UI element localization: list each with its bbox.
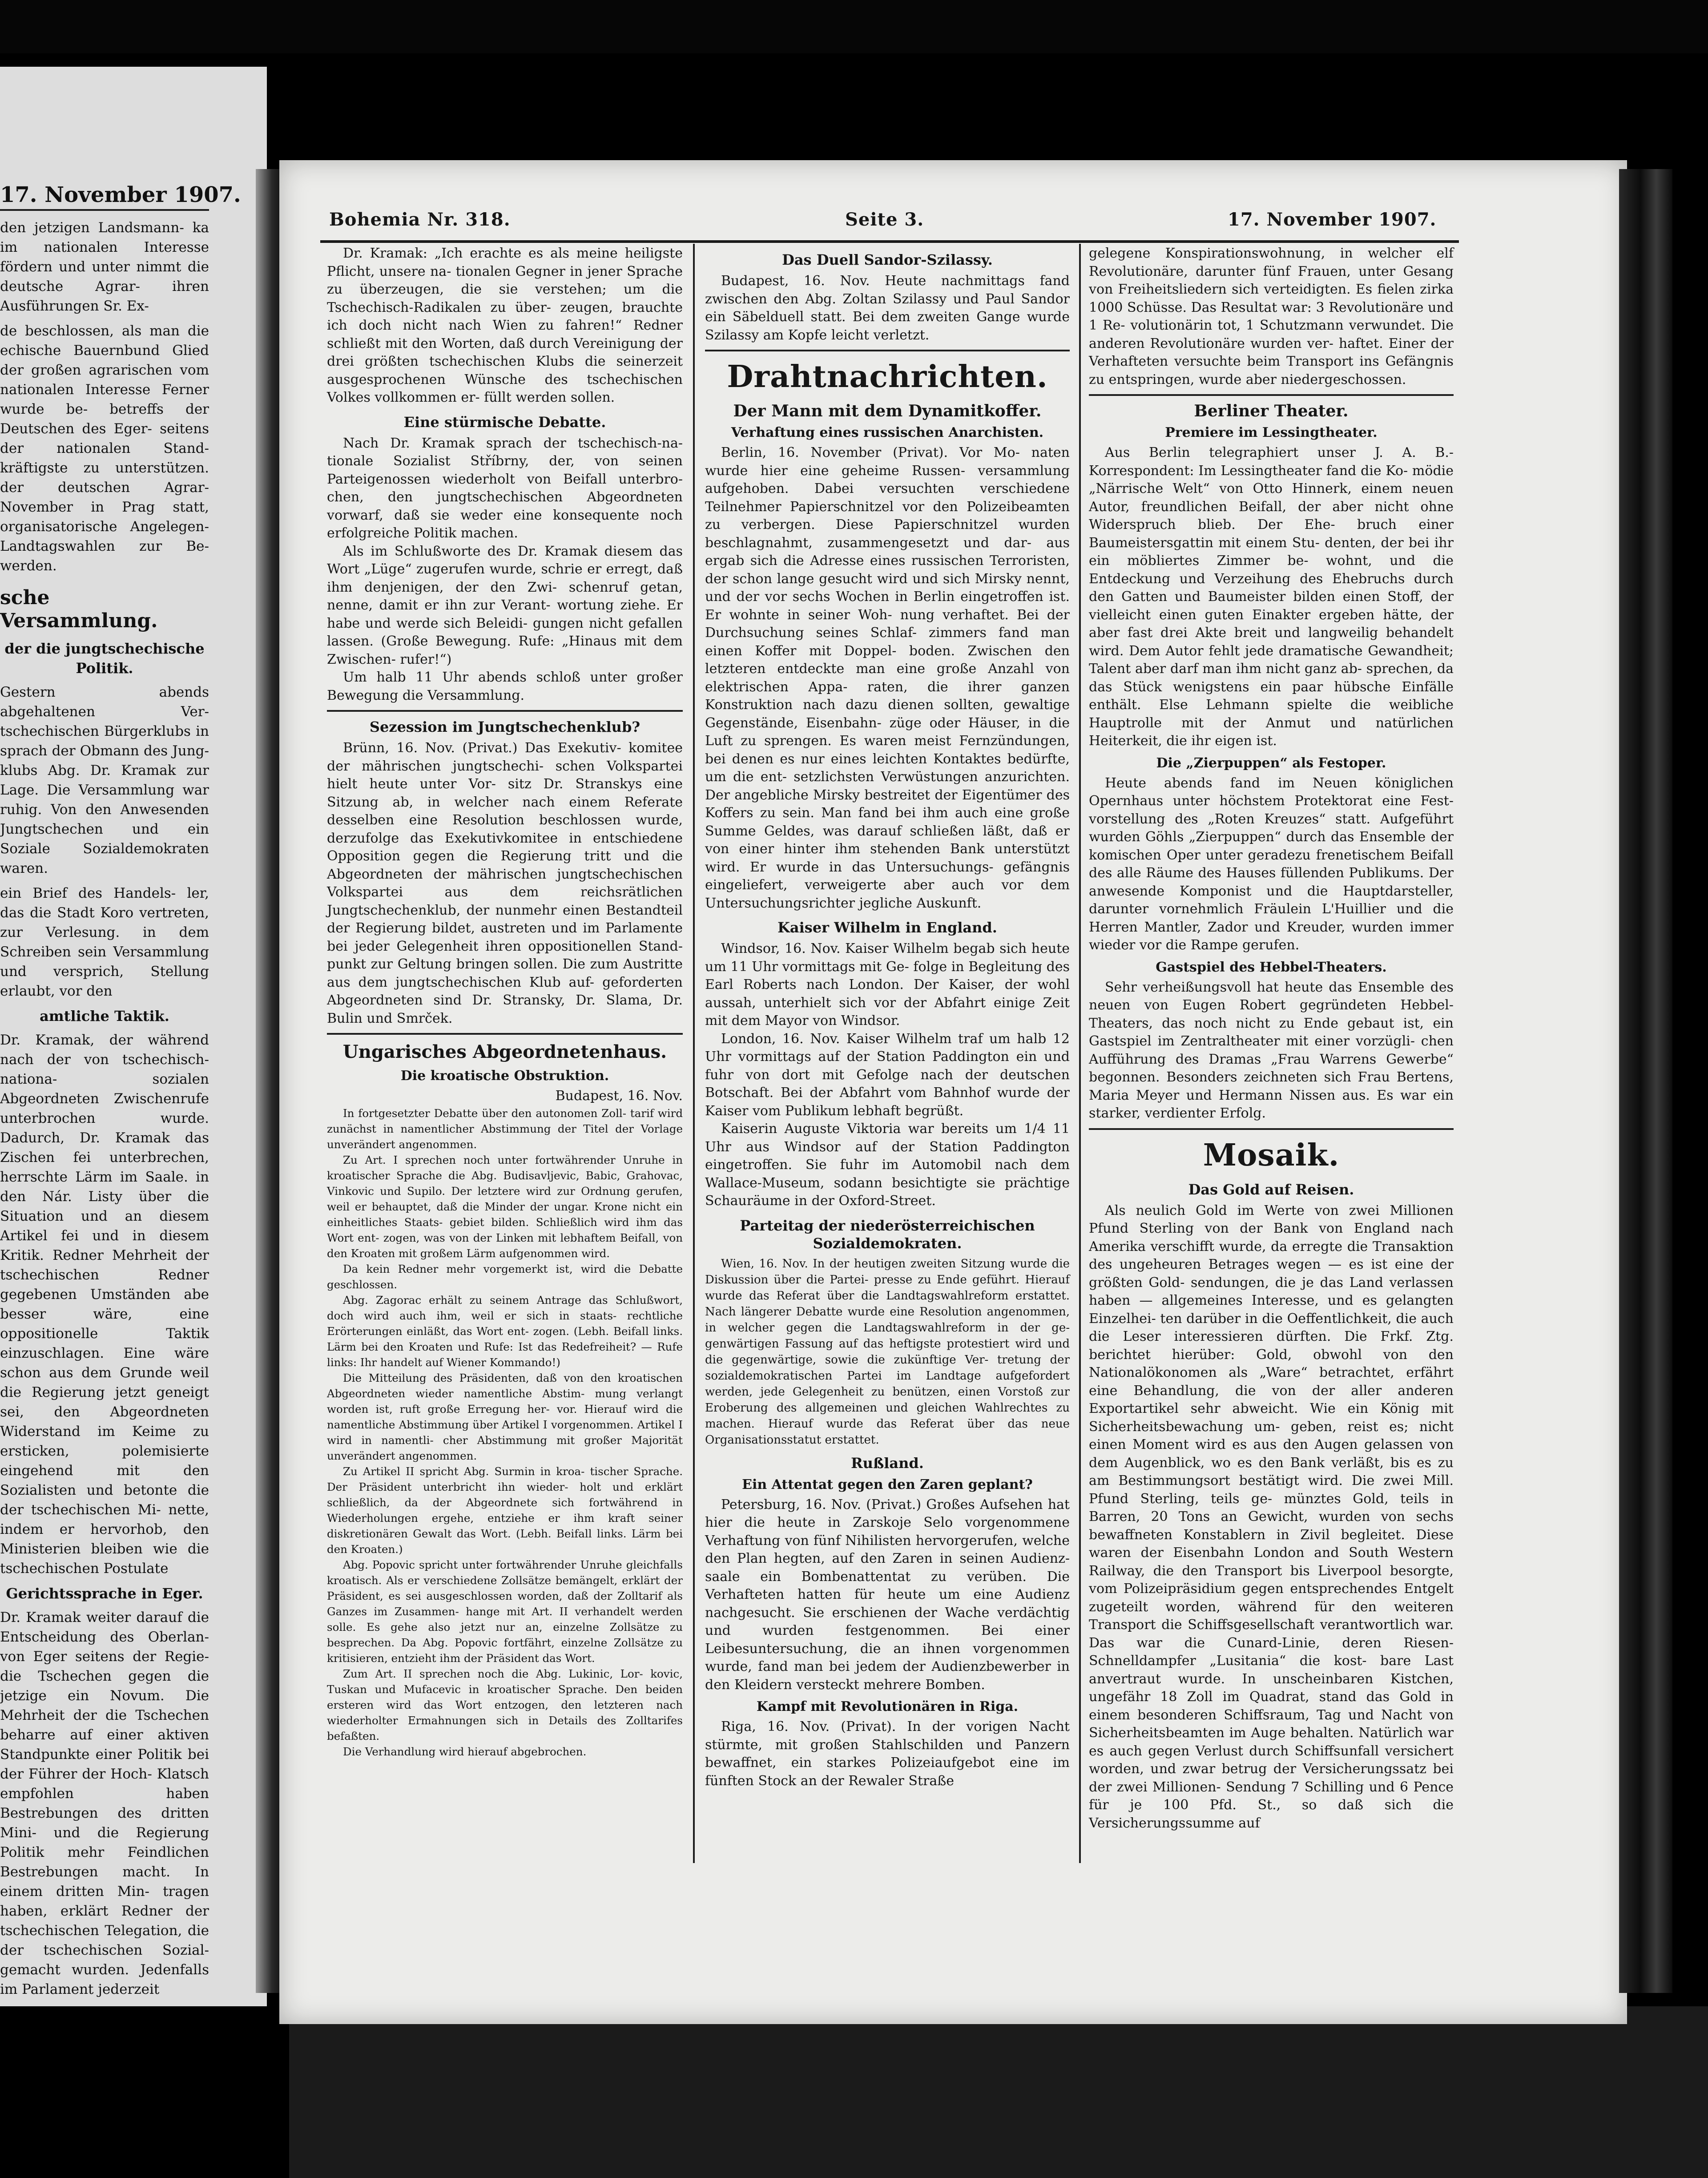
section-rule — [327, 710, 683, 712]
article-paragraph: Petersburg, 16. Nov. (Privat.) Großes Aufsehen hat hier die heute in Zarskoje Selo vorgenommene Verhaftung von fünf Nihilisten hervorgerufen, welche den Plan hegten, auf den Zaren in seinen Audienz- saale ein Bombenattentat zu verüben. Die Verhafteten hatten für heute um eine Audienz nachgesucht. Sie erschienen der Wache verdächtig und wurden festgenommen. Bei einer Leibesuntersuchung, die an ihnen vorgenommen wurde, fand man bei jedem der Audienzbewerber in den Kleidern versteckt mehrere Bomben. — [705, 1496, 1070, 1693]
article-paragraph: Budapest, 16. Nov. Heute nachmittags fand zwischen den Abg. Zoltan Szilassy und Paul Sandor ein Säbelduell statt. Bei dem zweiten Gange wurde Szilassy am Kopfe leicht verletzt. — [705, 273, 1070, 343]
book-gutter — [256, 169, 282, 1993]
section-heading: Rußland. — [851, 1454, 924, 1472]
article-paragraph: Um halb 11 Uhr abends schloß unter großer Bewegung die Versammlung. — [327, 670, 683, 703]
article-paragraph: Riga, 16. Nov. (Privat). In der vorigen Nacht stürmte, mit großen Stahlschilden und Panzern bewaffnet, ein starkes Polizeiaufgebot eine im fünften Stock an der Rewaler Straße — [705, 1719, 1070, 1789]
left-page-column — [0, 218, 209, 2005]
left-paragraph: den jetzigen Landsmann- ka im nationalen Interesse fördern und unter nimmt die deutsche Agrar- ihren Ausführungen Sr. Ex- — [0, 220, 209, 314]
column-2 — [705, 245, 1070, 1790]
article-paragraph: London, 16. Nov. Kaiser Wilhelm traf um halb 12 Uhr vormittags auf der Station Paddington ein und fuhr von dort mit Gefolge nach der deutschen Botschaft. Bei der Abfahrt vom Bahnhof wurde der Kaiser vom Publikum lebhaft begrüßt. — [705, 1031, 1070, 1119]
book-spine — [1619, 169, 1672, 1993]
scan-background — [289, 2006, 1708, 2178]
article-paragraph: Zum Art. II sprechen noch die Abg. Lukinic, Lor- kovic, Tuskan und Mufacevic in kroatischer Sprache. Den beiden ersteren wird das Wort entzogen, den letzteren nach wiederholter Ermahnungen sich in Details des Zolltarifes befaßten. — [327, 1667, 683, 1742]
article-paragraph: Abg. Zagorac erhält zu seinem Antrage das Schlußwort, doch wird auch ihm, weil er sich in staats- rechtliche Erörterungen einläßt, das Wort ent- zogen. (Lebh. Beifall links. Lärm bei den Kroaten und Rufe: Ist das Redefreiheit? — Rufe links: Ihr handelt auf Wiener Kommando!) — [327, 1293, 683, 1369]
section-heading: Kaiser Wilhelm in England. — [777, 919, 997, 936]
left-paragraph: Dr. Kramak, der während nach der von tschechisch-nationa- sozialen Abgeordneten Zwischenrufe unterbrochen wurde. Dadurch, Dr. Kramak das Zischen fei unterbrechen, herrschte Lärm im Saale. in den Nár. Listy über die Situation und an diesem Artikel fei und in diesem Kritik. Redner Mehrheit der tschechischen Redner gegebenen Umständen abe besser wäre, eine oppositionelle Taktik einzuschlagen. Eine wäre schon aus dem Grunde weil die Regierung jetzt geneigt sei, den Abgeordneten Widerstand im Keime zu ersticken, polemisierte eingehend mit den Sozialisten und betonte die der tschechischen Mi- nette, indem er hervorhob, den Ministerien bleiben wie die tschechischen Postulate — [0, 1032, 209, 1577]
subsection-heading: Die „Zierpuppen“ als Festoper. — [1156, 755, 1386, 771]
left-page-header: 17. November 1907. — [0, 182, 241, 207]
section-title: Mosaik. — [1203, 1137, 1340, 1173]
left-subheading: amtliche Taktik. — [40, 1008, 169, 1024]
article-paragraph: Zu Artikel II spricht Abg. Surmin in kroa- tischer Sprache. Der Präsident unterbricht ihn wieder- holt und erklärt schließlich, da der Abgeordnete sich fortwährend in Wiederholungen ergehe, entziehe er ihm kraft seiner diskretionären Gewalt das Wort. (Lebh. Beifall links. Lärm bei den Kroaten.) — [327, 1464, 683, 1556]
section-heading: Parteitag der niederösterreichischen Sozialdemokraten. — [740, 1217, 1035, 1252]
left-subheading: der die jungtschechische Politik. — [4, 640, 205, 677]
article-paragraph: Sehr verheißungsvoll hat heute das Ensemble des neuen von Eugen Robert gegründeten Hebbel- Theaters, das noch nicht zu Ende gebaut ist, ein Gastspiel im Zentraltheater mit einer vorzügli- chen Aufführung des Dramas „Frau Warrens Gewerbe“ begonnen. Besonders zeichneten sich Frau Bertens, Maria Meyer und Hermann Nissen aus. Es war ein starker, verdienter Erfolg. — [1089, 979, 1454, 1121]
section-heading: Eine stürmische Debatte. — [403, 413, 606, 431]
article-paragraph: Windsor, 16. Nov. Kaiser Wilhelm begab sich heute um 11 Uhr vormittags mit Ge- folge in Begleitung des Earl Roberts nach London. Der Kaiser, der wohl aussah, unterhielt sich vor der Abfahrt einige Zeit mit dem Mayor von Windsor. — [705, 941, 1070, 1028]
left-paragraph: Dr. Kramak weiter darauf die Entscheidung des Oberlan- von Eger seitens der Regie- die Tschechen gegen die jetzige ein Novum. Die Mehrheit der die Tschechen beharre auf einer aktiven Standpunkte einer Politik bei der Führer der Hoch- Klatsch empfohlen haben Bestrebungen des dritten Mini- und die Regierung Politik mehr Feindlichen Bestrebungen macht. In einem dritten Min- tragen haben, erklärt Redner der tschechischen Telegation, die der tschechischen Sozial- gemacht wurden. Jedenfalls im Parlament jederzeit — [0, 1609, 209, 1997]
article-paragraph: gelegene Konspirationswohnung, in welcher elf Revolutionäre, darunter fünf Frauen, unter Gesang von Freiheitsliedern sich verteidigten. Es fielen zirka 1000 Schüsse. Das Resultat war: 3 Revolutionäre und 1 Re- volutionärin tot, 1 Schutzmann verwundet. Die anderen Revolutionäre wurden ver- haftet. Einer der Verhafteten versuchte beim Transport ins Gefängnis zu entspringen, wurde aber niedergeschossen. — [1089, 246, 1454, 387]
left-paragraph: de beschlossen, als man die echische Bauernbund Glied der großen agrarischen vom nationalen Interesse Ferner wurde be- betreffs der Deutschen des Eger- seitens der nationalen Stand- kräftigste zu unterstützen. der deutschen Agrar- November in Prag statt, organisatorische Angelegen- Landtagswahlen zur Be- werden. — [0, 323, 209, 574]
left-page — [0, 67, 267, 2006]
section-rule — [1089, 394, 1454, 396]
column-divider — [1079, 244, 1081, 1863]
left-paragraph: ein Brief des Handels- ler, das die Stadt Koro vertreten, zur Verlesung. in dem Schreiben sein Versammlung und versprich, Stellung erlaubt, vor den — [0, 885, 209, 999]
section-heading: Sezession im Jungtschechenklub? — [369, 718, 640, 735]
article-paragraph: Als neulich Gold im Werte von zwei Millionen Pfund Sterling von der Bank von England nach Amerika verschifft wurde, da erregte die Transaktion des ungeheuren Betrages wegen — es ist eine der größten Gold- sendungen, die je das Land verlassen haben — allgemeines Interesse, und es gelangten Einzelhei- ten darüber in die Oeffentlichkeit, die auch die Leser interessieren dürften. Die Frkf. Ztg. berichtet hierüber: Gold, obwohl von den Nationalökonomen als „Ware“ betrachtet, erfährt eine Behandlung, die von der aller anderen Exportartikel sehr abweicht. Wie ein König mit Sicherheitsbewachung um- geben, reist es; nicht einen Moment wird es aus den Augen gelassen von dem Augenblick, wo es den Bank verläßt, bis es zu am Bestimmungsort bestätigt wird. Die zwei Mill. Pfund Sterling, teils ge- münztes Gold, teils in Barren, 20 Tons an Gewicht, wurden von sechs bewaffneten Konstablern in Zivil begleitet. Diese waren der Eisenbahn London and South Western Railway, die den Transport bis Liverpool besorgte, vom Polizeipräsidium gegen entsprechendes Entgelt zugeteilt worden, während für den weiteren Transport die Schiffsgesellschaft verantwortlich war. Das war die Cunard-Linie, deren Riesen-Schnelldampfer „Lusitania“ die kost- bare Last anvertraut wurde. In unscheinbaren Kistchen, ungefähr 18 Zoll im Quadrat, stand das Gold in einem besonderen Schiffsraum, Tag und Nacht von Sicherheitsbeamten im Auge behalten. Natürlich war es auch gegen Verlust durch Schiffsunfall versichert worden, und zwar betrug der Versicherungssatz bei der zwei Millionen- Sendung 7 Schilling und 6 Pence für je 100 Pfd. St., so daß sich die Versicherungssumme auf — [1089, 1202, 1454, 1831]
article-paragraph: Dr. Kramak: „Ich erachte es als meine heiligste Pflicht, unsere na- tionalen Gegner in jener Sprache zu überzeugen, die sie verstehen; um die Tschechisch-Radikalen zu über- zeugen, brauchte ich doch nicht nach Wien zu fahren!“ Redner schließt mit den Worten, daß durch Vereinigung der drei größten tschechischen Klubs die seinerzeit ausgesprochenen Wünsche des tschechischen Volkes vollkommen er- füllt werden sollen. — [327, 246, 683, 405]
film-border-top — [0, 0, 1708, 53]
section-heading: Der Mann mit dem Dynamitkoffer. — [733, 402, 1042, 420]
section-heading: Ungarisches Abgeordnetenhaus. — [342, 1041, 667, 1062]
article-paragraph: Abg. Popovic spricht unter fortwährender Unruhe gleichfalls kroatisch. Als er verschiedene Zollsätze bemängelt, erklärt der Präsident, es sei ausgeschlossen worden, daß der Zolltarif als Ganzes im Zusammen- hange mit Art. II verhandelt werden solle. Es gehe also jetzt nur an, einzelne Zollsätze zu besprechen. Da Abg. Popovic fortfährt, einzelne Zollsätze zu kritisieren, entzieht ihm der Präsident das Wort. — [327, 1558, 683, 1665]
article-paragraph: Berlin, 16. November (Privat). Vor Mo- naten wurde hier eine geheime Russen- versammlung aufgehoben. Dabei versuchten verschiedene Teilnehmer Papierschnitzel vor den Polizeibeamten zu verbergen. Diese Papierschnitzel wurden beschlagnahmt, zusammengesetzt und dar- aus ergab sich die Adresse eines russischen Terroristen, der schon lange gesucht wird und sich Mirsky nennt, und der vor sechs Wochen in Berlin eingetroffen ist. Er wohnte in seiner Woh- nung verhaftet. Bei der Durchsuchung seines Schlaf- zimmers fand man einen Koffer mit Doppel- boden. Zwischen den letzteren entdeckte man eine große Anzahl von elektrischen Appa- raten, die ihrer ganzen Konstruktion nach dazu dienen sollten, gewaltige Gegenstände, Eisenbahn- züge oder Häuser, in die Luft zu sprengen. Es waren meist Fernzündungen, bei denen es nur eines leichten Kontaktes bedürfte, um die ent- setzlichsten Verwüstungen anzurichten. Der angebliche Mirsky bestreitet der Eigentümer des Koffers zu sein. Man fand bei ihm auch eine große Summe Geldes, was darauf schließen läßt, daß er von einer hinter ihm stehenden Bank unterstützt wird. Er wurde in das Untersuchungs- gefängnis eingeliefert, verweigerte aber auch vor dem Untersuchungsrichter jegliche Auskunft. — [705, 445, 1070, 911]
header-rule — [320, 240, 1459, 243]
article-paragraph: Die Mitteilung des Präsidenten, daß von den kroatischen Abgeordneten wieder namentliche Abstim- mung verlangt worden ist, ruft große Erregung her- vor. Hierauf wird die namentliche Abstimmung über Artikel I vorgenommen. Artikel I wird in namentli- cher Abstimmung mit großer Majorität unverändert angenommen. — [327, 1371, 683, 1462]
article-paragraph: Nach Dr. Kramak sprach der tschechisch-na- tionale Sozialist Stříbrny, der, von seinen Parteigenossen wiederholt von Beifall unterbro- chen, den jungtschechischen Abgeordneten vorwarf, daß sie weder eine konsequente noch erfolgreiche Politik machen. — [327, 435, 683, 541]
section-heading: Das Duell Sandor-Szilassy. — [782, 251, 993, 268]
article-paragraph: Als im Schlußworte des Dr. Kramak diesem das Wort „Lüge“ zugerufen wurde, schrie er erregt, daß ihm denjenigen, der den Zwi- schenruf getan, nenne, damit er ihn zur Verant- wortung ziehe. Er habe und werde sich Beleidi- gungen nicht gefallen lassen. (Große Bewegung. Rufe: „Hinaus mit dem Zwischen- rufer!“) — [327, 543, 683, 667]
section-rule — [327, 1033, 683, 1035]
left-subheading: Gerichtssprache in Eger. — [6, 1585, 203, 1602]
column-divider — [693, 244, 695, 1863]
section-heading: Berliner Theater. — [1194, 402, 1349, 420]
left-paragraph: Gestern abends abgehaltenen Ver- tschechischen Bürgerklubs in sprach der Obmann des Jung- klubs Abg. Dr. Kramak zur Lage. Die Versammlung war ruhig. Von den Anwesenden Jungtschechen und ein Soziale Sozialdemokraten waren. — [0, 684, 209, 876]
left-heading: sche Versammlung. — [0, 586, 158, 632]
section-rule — [1089, 1128, 1454, 1130]
article-paragraph: Zu Art. I sprechen noch unter fortwährender Unruhe in kroatischer Sprache die Abg. Budisavljevic, Babic, Grahovac, Vinkovic und Supilo. Der letztere wird zur Ordnung gerufen, weil er behauptet, daß die Minder der ungar. Krone nicht ein einheitliches Staats- gebiet bilden. Schließlich wird ihm das Wort ent- zogen, was von der Linken mit lebhaftem Beifall, von den Kroaten mit großem Lärm aufgenommen wird. — [327, 1153, 683, 1260]
section-title: Drahtnachrichten. — [727, 359, 1048, 395]
subsection-heading: Gastspiel des Hebbel-Theaters. — [1156, 959, 1387, 975]
section-heading: Das Gold auf Reisen. — [1188, 1181, 1354, 1198]
page-header-center: Seite 3. — [845, 209, 924, 230]
page-header-left: Bohemia Nr. 318. — [329, 209, 511, 230]
subsection-heading: Kampf mit Revolutionären in Riga. — [756, 1699, 1019, 1714]
subsection-heading: Die kroatische Obstruktion. — [400, 1068, 609, 1084]
dateline: Budapest, 16. Nov. — [555, 1088, 683, 1104]
subsection-heading: Verhaftung eines russischen Anarchisten. — [731, 425, 1044, 440]
article-paragraph: Heute abends fand im Neuen königlichen Opernhaus unter höchstem Protektorat eine Fest- vorstellung des „Roten Kreuzes“ statt. Aufgeführt wurden Göhls „Zierpuppen“ durch das Ensemble der komischen Oper unter geradezu frenetischem Beifall des alle Räume des Hauses füllenden Publikums. Der anwesende Komponist und die Hauptdarsteller, darunter vornehmlich Fräulein L'Huillier und die Herren Mantler, Zador und Kreuder, wurden immer wieder vor die Rampe gerufen. — [1089, 775, 1454, 953]
column-1 — [327, 245, 683, 1759]
article-paragraph: Da kein Redner mehr vorgemerkt ist, wird die Debatte geschlossen. — [327, 1262, 683, 1291]
section-rule — [705, 350, 1070, 351]
article-paragraph: Kaiserin Auguste Viktoria war bereits um 1/4 11 Uhr aus Windsor auf der Station Paddington eingetroffen. Sie fuhr im Automobil nach dem Wallace-Museum, sodann besichtigte sie prächtige Schauräume in der Oxford-Street. — [705, 1121, 1070, 1209]
left-page-header-rule — [0, 209, 209, 211]
article-paragraph: Brünn, 16. Nov. (Privat.) Das Exekutiv- komitee der mährischen jungtschechi- schen Volkspartei hielt heute unter Vor- sitz Dr. Stranskys eine Sitzung ab, in welcher nach einem Referate desselben eine Resolution beschlossen wurde, derzufolge das Exekutivkomitee in entschiedene Opposition gegen die Regierung tritt und die Abgeordneten der mährischen jungtschechischen Volkspartei aus dem reichsrätlichen Jungtschechenklub, der nunmehr einen Bestandteil der Regierung bildet, austreten und im Parlamente bei jeder Gelegenheit ihren oppositionellen Stand- punkt zur Geltung bringen sollen. Die zum Austritte aus dem jungtschechischen Klub auf- geforderten Abgeordneten sind Dr. Stransky, Dr. Slama, Dr. Bulin und Smrček. — [327, 740, 683, 1026]
article-paragraph: In fortgesetzter Debatte über den autonomen Zoll- tarif wird zunächst in namentlicher Abstimmung der Titel der Vorlage unverändert angenommen. — [327, 1106, 683, 1151]
subsection-heading: Ein Attentat gegen den Zaren geplant? — [742, 1476, 1033, 1492]
page-header-right: 17. November 1907. — [1228, 209, 1437, 230]
article-paragraph: Wien, 16. Nov. In der heutigen zweiten Sitzung wurde die Diskussion über die Partei- presse zu Ende geführt. Hierauf wurde das Referat über die Landtagswahlreform erstattet. Nach längerer Debatte wurde eine Resolution angenommen, in welcher gegen die Landtagswahlreform in der ge- genwärtigen Fassung auf das heftigste protestiert wird und die gegenwärtige, sowie die zukünftige Ver- tretung der sozialdemokratischen Partei im Landtage aufgefordert werden, jede Gelegenheit zu benützen, einen Vorstoß zur Eroberung des allgemeinen und gleichen Wahlrechtes zu machen. Hierauf wurde das Referat über das neue Organisationsstatut erstattet. — [705, 1257, 1070, 1447]
article-paragraph: Die Verhandlung wird hierauf abgebrochen. — [343, 1745, 587, 1758]
article-paragraph: Aus Berlin telegraphiert unser J. A. B.- Korrespondent: Im Lessingtheater fand die Ko- mödie „Närrische Welt“ von Otto Hinnerk, einem neuen Autor, freundlichen Beifall, der aber nicht ohne Widerspruch blieb. Der Ehe- bruch einer Baumeistersgattin mit einem Stu- denten, der bei ihr ein möbliertes Zimmer be- wohnt, und die Entdeckung und Verzeihung des Ehebruchs durch den Gatten und Baumeister bilden einen Stoff, der vielleicht einen guten Einakter ergeben hätte, der aber fast drei Akte breit und langweilig behandelt wird. Dem Autor fehlt jede dramatische Gewandheit; Talent aber darf man ihm nicht ganz ab- sprechen, da das Stück wenigstens ein paar hübsche Einfälle enthält. Else Lehmann spielte die weibliche Hauptrolle mit der Anmut und natürlichen Heiterkeit, die ihr eigen ist. — [1089, 445, 1454, 749]
column-3 — [1089, 245, 1454, 1832]
subsection-heading: Premiere im Lessingtheater. — [1165, 425, 1378, 440]
